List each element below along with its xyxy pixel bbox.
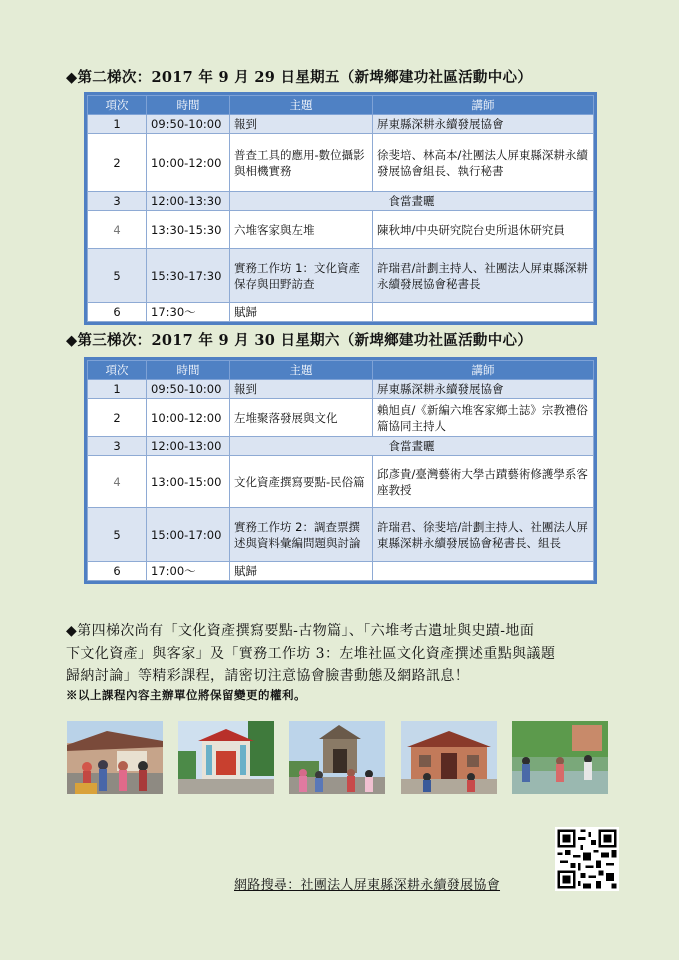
row-topic: 賦歸 — [230, 303, 373, 322]
row-speaker: 邱彥貴/臺灣藝術大學古蹟藝術修護學系客座教授 — [373, 456, 594, 508]
qr-code-icon[interactable] — [555, 827, 619, 891]
row-time: 17:30～ — [147, 303, 230, 322]
table-row — [88, 115, 594, 134]
col-header-time: 時間 — [147, 96, 230, 115]
col-header-topic: 主題 — [230, 361, 373, 380]
row-speaker: 徐斐培、林高本/社團法人屏東縣深耕永續發展協會組長、執行秘書 — [373, 134, 594, 192]
table-row — [88, 456, 594, 508]
table-row — [88, 508, 594, 562]
row-no: 5 — [88, 508, 147, 562]
row-speaker — [373, 562, 594, 581]
row-time: 09:50-10:00 — [147, 115, 230, 134]
row-topic: 普查工具的應用-數位攝影與相機實務 — [230, 134, 373, 192]
row-time: 09:50-10:00 — [147, 380, 230, 399]
row-time: 17:00～ — [147, 562, 230, 581]
row-topic: 實務工作坊 1：文化資產保存與田野訪查 — [230, 249, 373, 303]
row-time: 12:00-13:30 — [147, 192, 230, 211]
row-speaker: 許瑞君、徐斐培/計劃主持人、社團法人屏東縣深耕永續發展協會秘書長、組長 — [373, 508, 594, 562]
col-header-no: 項次 — [88, 361, 147, 380]
row-no: 1 — [88, 115, 147, 134]
row-topic: 文化資產撰寫要點-民俗篇 — [230, 456, 373, 508]
col-header-no: 項次 — [88, 96, 147, 115]
footer-search-link[interactable]: 網路搜尋：社團法人屏東縣深耕永續發展協會 — [234, 878, 501, 893]
row-time: 15:30-17:30 — [147, 249, 230, 303]
photo-temple-gate — [289, 721, 385, 794]
row-merged: 食當晝曬 — [230, 192, 594, 211]
row-no: 4 — [88, 456, 147, 508]
row-speaker: 許瑞君/計劃主持人、社團法人屏東縣深耕永續發展協會秘書長 — [373, 249, 594, 303]
row-topic: 六堆客家與左堆 — [230, 211, 373, 249]
table-row — [88, 303, 594, 322]
table-row — [88, 437, 594, 456]
row-no: 4 — [88, 211, 147, 249]
fourth-session-notice: ◆第四梯次尚有「文化資產撰寫要點-古物篇」、「六堆考古遺址與史蹟-地面 下文化資產」與客家」及「實務工作坊 3：左堆社區文化資產撰述重點與議題 歸納討論」等精彩課程，請密切注意協會臉書動態及網路訊息！ — [66, 623, 556, 684]
row-time: 15:00-17:00 — [147, 508, 230, 562]
col-header-speaker: 講師 — [373, 96, 594, 115]
row-no: 3 — [88, 192, 147, 211]
photo-shrine — [178, 721, 274, 794]
row-speaker: 陳秋坤/中央研究院台史所退休研究員 — [373, 211, 594, 249]
table-row — [88, 399, 594, 437]
row-no: 6 — [88, 303, 147, 322]
row-topic: 賦歸 — [230, 562, 373, 581]
schedule-table-2 — [84, 92, 597, 325]
col-header-topic: 主題 — [230, 96, 373, 115]
row-speaker — [373, 303, 594, 322]
row-merged: 食當晝曬 — [230, 437, 594, 456]
photo-stream-field — [512, 721, 608, 794]
col-header-speaker: 講師 — [373, 361, 594, 380]
row-time: 10:00-12:00 — [147, 134, 230, 192]
row-time: 10:00-12:00 — [147, 399, 230, 437]
table-header-row — [88, 96, 594, 115]
schedule-table-3 — [84, 357, 597, 584]
row-speaker: 屏東縣深耕永續發展協會 — [373, 380, 594, 399]
row-topic: 左堆聚落發展與文化 — [230, 399, 373, 437]
table-row — [88, 134, 594, 192]
table-row — [88, 211, 594, 249]
row-speaker: 屏東縣深耕永續發展協會 — [373, 115, 594, 134]
table-header-row — [88, 361, 594, 380]
photo-village-walk — [67, 721, 163, 794]
col-header-time: 時間 — [147, 361, 230, 380]
row-no: 5 — [88, 249, 147, 303]
row-speaker: 賴旭貞/《新編六堆客家鄉土誌》宗教禮俗篇協同主持人 — [373, 399, 594, 437]
table-row — [88, 562, 594, 581]
section3-title: ◆第三梯次：2017 年 9 月 30 日星期六（新埤鄉建功社區活動中心） — [66, 332, 533, 349]
row-no: 3 — [88, 437, 147, 456]
disclaimer-note: ※以上課程內容主辦單位將保留變更的權利。 — [66, 688, 306, 702]
section2-title: ◆第二梯次：2017 年 9 月 29 日星期五（新埤鄉建功社區活動中心） — [66, 69, 533, 86]
row-time: 12:00-13:00 — [147, 437, 230, 456]
row-no: 2 — [88, 134, 147, 192]
row-topic: 實務工作坊 2：調查票撰述與資料彙編問題與討論 — [230, 508, 373, 562]
row-topic: 報到 — [230, 115, 373, 134]
row-no: 2 — [88, 399, 147, 437]
table-row — [88, 192, 594, 211]
photo-old-house — [401, 721, 497, 794]
table-row — [88, 380, 594, 399]
row-time: 13:30-15:30 — [147, 211, 230, 249]
row-no: 1 — [88, 380, 147, 399]
table-row — [88, 249, 594, 303]
row-time: 13:00-15:00 — [147, 456, 230, 508]
diamond-bullet-icon: ◆ — [66, 69, 78, 86]
row-topic: 報到 — [230, 380, 373, 399]
diamond-bullet-icon: ◆ — [66, 332, 78, 349]
row-no: 6 — [88, 562, 147, 581]
